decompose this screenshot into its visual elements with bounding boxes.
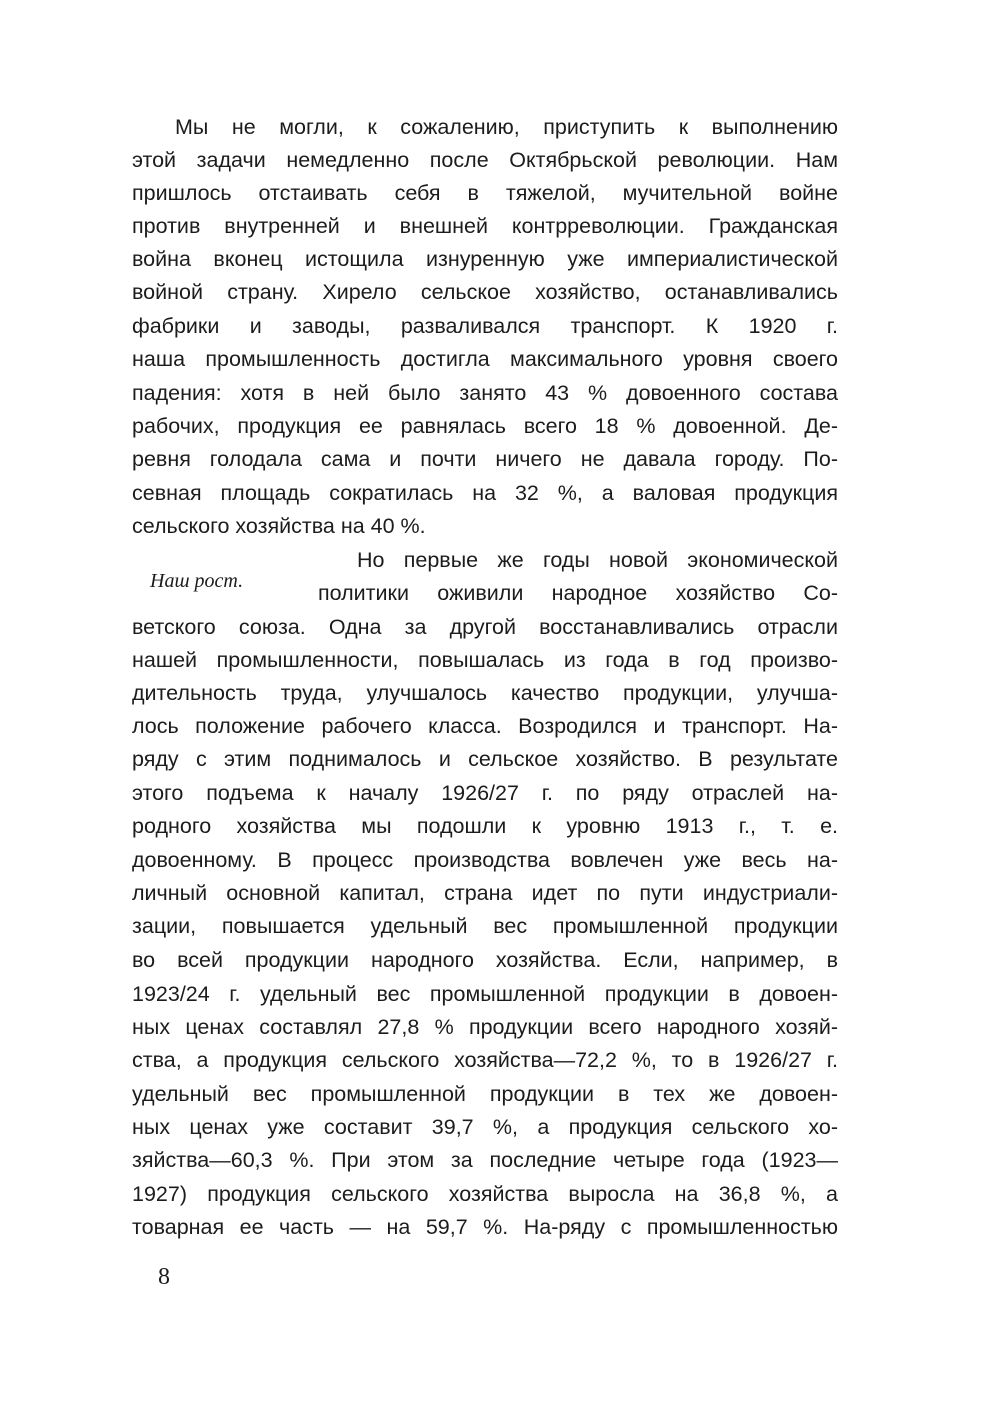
text-line: Но первые же годы новой экономической	[357, 548, 838, 572]
text-line: фабрики и заводы, разваливался транспорт. К 1920 г.	[132, 314, 838, 338]
text-line: ных ценах уже составит 39,7 %, а продукция сельского хо-	[132, 1115, 838, 1139]
text-line: падения: хотя в ней было занято 43 % довоенного состава	[132, 381, 838, 405]
margin-note: Наш рост.	[150, 570, 244, 592]
text-line: войной страну. Хирело сельское хозяйство, останавливались	[132, 280, 838, 304]
text-line: ства, а продукция сельского хозяйства—72,2 %, то в 1926/27 г.	[132, 1048, 838, 1072]
text-line: этой задачи немедленно после Октябрьской революции. Нам	[132, 148, 838, 172]
text-line: родного хозяйства мы подошли к уровню 1913 г., т. е.	[132, 814, 838, 838]
text-line: ряду с этим поднималось и сельское хозяйство. В результате	[132, 747, 838, 771]
text-line: ветского союза. Одна за другой восстанавливались отрасли	[132, 615, 838, 639]
text-line: наша промышленность достигла максимального уровня своего	[132, 347, 838, 371]
text-line: дительность труда, улучшалось качество продукции, улучша-	[132, 681, 838, 705]
text-line: довоенному. В процесс производства вовлечен уже весь на-	[132, 848, 838, 872]
text-line: 1927) продукция сельского хозяйства выросла на 36,8 %, а	[132, 1182, 838, 1206]
text-line: Мы не могли, к сожалению, приступить к выполнению	[175, 115, 838, 139]
text-line: ревня голодала сама и почти ничего не давала городу. По-	[132, 447, 838, 471]
text-line: война вконец истощила изнуренную уже империалистической	[132, 247, 838, 271]
text-line: этого подъема к началу 1926/27 г. по ряду отраслей на-	[132, 781, 838, 805]
text-line: сельского хозяйства на 40 %.	[132, 514, 426, 538]
page-number: 8	[158, 1264, 170, 1290]
text-line: против внутренней и внешней контрреволюции. Гражданская	[132, 214, 838, 238]
text-line: нашей промышленности, повышалась из года в год произво-	[132, 648, 838, 672]
text-line: 1923/24 г. удельный вес промышленной продукции в довоен-	[132, 982, 838, 1006]
text-line: товарная ее часть — на 59,7 %. На-ряду с промышленностью	[132, 1215, 838, 1239]
text-line: зации, повышается удельный вес промышленной продукции	[132, 914, 838, 938]
text-line: лось положение рабочего класса. Возродился и транспорт. На-	[132, 714, 838, 738]
text-line: политики оживили народное хозяйство Со-	[318, 581, 838, 605]
text-line: ных ценах составлял 27,8 % продукции всего народного хозяй-	[132, 1015, 838, 1039]
text-line: рабочих, продукция ее равнялась всего 18 % довоенной. Де-	[132, 414, 838, 438]
text-line: пришлось отстаивать себя в тяжелой, мучительной войне	[132, 181, 838, 205]
text-line: удельный вес промышленной продукции в тех же довоен-	[132, 1082, 838, 1106]
text-line: севная площадь сократилась на 32 %, а валовая продукция	[132, 481, 838, 505]
text-line: во всей продукции народного хозяйства. Если, например, в	[132, 948, 838, 972]
text-line: личный основной капитал, страна идет по пути индустриали-	[132, 881, 838, 905]
text-line: зяйства—60,3 %. При этом за последние четыре года (1923—	[132, 1148, 838, 1172]
